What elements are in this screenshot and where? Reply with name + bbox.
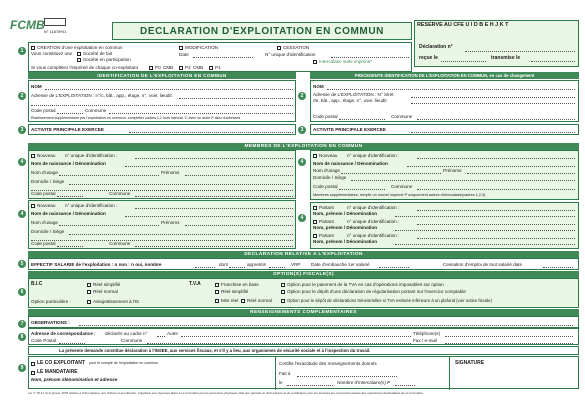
partant-2-checkbox[interactable] [313,220,317,224]
section-number-3: 3 [18,126,26,134]
bic-reel-simplifie-label: Réel simplifié [93,282,121,287]
logo-subtitle: N° 11678*01 [44,29,67,34]
intercalaire-checkbox[interactable] [313,60,317,64]
partant-1-label: Partant [319,205,334,210]
option-3-checkbox[interactable] [281,299,285,303]
section-1-box [28,42,412,72]
societe-participation-label: Société en participation [83,57,131,62]
member-3-box [310,150,579,200]
member-2-box [28,200,296,249]
identification-band: IDENTIFICATION DE L'EXPLOITATION EN COMMUN [28,72,296,79]
partants-box [310,202,579,249]
code-postal2-label: Code postal [313,114,338,119]
section-number-1: 1 [18,47,26,55]
option-3-label: Option pour le dépôt de déclarations trimestrielles si TVA estimée inférieure à un plafond (voir notice fiscale) [287,298,493,303]
section-3-box [28,124,296,135]
date-embauche-label: Date d'embauche 1er salarié [311,262,370,267]
member-3-commune-label: Commune [391,184,413,189]
member-1-prenoms-label: Prénoms [161,170,180,175]
code-postal-corr-label: Code Postal [31,338,57,343]
date-label: Date [179,52,189,57]
option-1-checkbox[interactable] [281,283,285,287]
declaration-band: DECLARATION RELATIVE A L'EXPLOITATION [28,251,579,258]
unique-id-label: N° unique d'identification [265,52,316,57]
tva-reel-simplifie-label: Réel simplifié [221,289,249,294]
option-2-label: Option pour le dépôt d'une déclaration de régularisation portant sur l'exercice comptable [287,289,466,294]
member-2-commune-label: Commune [109,241,131,246]
renseignements-band: RENSEIGNEMENTS COMPLEMENTAIRES [28,309,579,316]
member-1-commune-label: Commune [109,191,131,196]
section-3-bis-box [310,124,579,135]
creation-label: CREATION d'une exploitation en commun [37,45,123,50]
co-exploitant-label: LE CO EXPLOITANT [37,360,85,366]
cmb-label: CMB [163,65,174,70]
member-2-nom-naissance-label: Nom de naissance / Dénomination [31,211,106,216]
mandataire-checkbox[interactable] [31,371,35,375]
cessation-checkbox[interactable] [277,46,281,50]
partant-2-unique-id-label: n° unique d'identification : [347,219,400,224]
member-3-unique-id-label: n° unique d'identification : [347,153,400,158]
nombre-intercalaires-label: Nombre d'intercalaire(s) P [337,380,391,385]
section-8-box [28,328,579,345]
bic-reel-simplifie-checkbox[interactable] [87,283,91,287]
creation-checkbox[interactable] [31,46,35,50]
member-3-prenoms-label: Prénoms [443,168,462,173]
pour-compte-label: pour le compte de l'exploitation en commun [89,361,159,365]
franchise-label: Franchise en base [221,282,259,287]
member-1-nouveau-label: Nouveau [37,153,56,158]
section-number-9: 9 [18,364,26,372]
section-2-bis-box [310,80,579,122]
cessation-emploi-label: Cessation d'emploi de tout salarié date [443,262,523,267]
fait-a-label: Fait à [279,371,291,376]
franchise-checkbox[interactable] [215,283,219,287]
insee-note-row [28,346,579,355]
mini-reel-label: Mini réel [221,298,239,303]
insee-note: La présente demande constitue déclaration à l'INSEE, aux services fiscaux, et s'il y a lieu, aux organismes de sécurité sociale et à l'inspection du travail. [59,348,371,353]
section-5-box [28,258,579,270]
member-1-box [28,150,296,199]
p2-label: P2 [185,65,191,70]
partant-3-nom-prenom-label: Nom, prénom / Dénomination [313,239,378,244]
member-2-prenoms-label: Prénoms [161,220,180,225]
section-number-4d: 4 [298,214,306,222]
p4-checkbox[interactable] [209,66,213,70]
cerfa-mark-icon [44,18,66,26]
co-exploitant-checkbox[interactable] [31,362,35,366]
section-number-4a: 4 [18,158,26,166]
member-2-nouveau-label: Nouveau [37,203,56,208]
code-postal-label: Code postal [31,108,56,113]
option-particuliere-label: Option particulière : [31,299,71,304]
cmb2-label: CMB [193,65,204,70]
member-2-domicile-label: Domicile / Siège [31,229,65,234]
member-2-code-postal-label: Code postal [31,241,56,246]
member-1-domicile-label: Domicile / Siège [31,179,65,184]
adresse2b-label: rte, bât., app., étage, n°, voie, lieudit [313,98,387,103]
fax-label: Fax / e-mail [413,338,437,343]
commune-corr-label: Commune [121,338,143,343]
autre-label: Autre [167,331,178,336]
section-number-3-bis: 3 [298,126,306,134]
intercalaire-note: Intercalaire suite imprimé* [319,59,373,64]
member-2-nouveau-checkbox[interactable] [31,204,35,208]
cessation-label: CESSATION [283,45,310,50]
imprime-note: Si vous complétez l'imprimé de chaque co-exploitant [31,65,138,70]
partant-3-unique-id-label: n° unique d'identification : [347,233,400,238]
societe-fait-checkbox[interactable] [77,52,81,56]
member-1-nouveau-checkbox[interactable] [31,154,35,158]
adresse-label: Adresse de L'EXPLOITATION : n°/c, bât., app., étage, n°, voie, lieudit [31,93,172,98]
member-3-nom-usage-label: Nom d'usage [313,168,340,173]
societe-fait-label: Société de fait [83,51,113,56]
member-3-nouveau-label: Nouveau [319,153,338,158]
tva-label: T.V.A [189,281,201,287]
commune-label: Commune [85,108,107,113]
member-3-nouveau-checkbox[interactable] [313,154,317,158]
bic-reel-normal-checkbox[interactable] [87,290,91,294]
certifie-label: Certifie l'exactitude des renseignements donnés [279,361,377,366]
partant-1-nom-prenom-label: Nom, prénom / Dénomination [313,211,378,216]
member-2-nom-usage-label: Nom d'usage [31,220,58,225]
p0-checkbox[interactable] [149,66,153,70]
recu-le-label: reçue le [419,55,438,61]
precedente-identification-band: PRECEDENTE IDENTIFICATION DE L'EXPLOITATION EN COMMUN, en cas de changement [310,72,579,79]
logo-letters: FCMB [10,18,45,32]
logo [8,12,68,38]
member-1-nom-usage-label: Nom d'usage [31,170,58,175]
activite-label: ACTIVITE PRINCIPALE EXERCEE [31,127,104,132]
section-number-2-bis: 2 [298,92,306,100]
modification-checkbox[interactable] [179,46,183,50]
section-9-box [28,356,579,389]
partant-3-label: Partant [319,233,334,238]
partant-2-nom-prenom-label: Nom, prénom / Dénomination [313,225,378,230]
modification-label: MODIFICATION [185,45,219,50]
effectif-label: EFFECTIF SALARIE de l'exploitation : n non : n oui, nombre [31,262,162,267]
tva-reel-simplifie-checkbox[interactable] [215,290,219,294]
section-number-2: 2 [18,92,26,100]
bic-reel-normal-label: Réel normal [93,289,118,294]
mandataire-nom-label: Nom, prénom /dénomination et adresse [31,377,118,382]
section-number-8: 8 [18,333,26,341]
partant-1-checkbox[interactable] [313,206,317,210]
page-title: DECLARATION D'EXPLOITATION EN COMMUN [112,22,412,40]
adresse-correspondance-label: Adresse de correspondance : [31,331,96,336]
nom2-label: NOM [313,84,324,89]
section-number-4b: 4 [18,210,26,218]
is-checkbox[interactable] [87,300,91,304]
etablissement-note: Établissement supplémentaire par l'exploitation en commun, complétez cadres 1,2 hors intercal. 3, avec un autre P allez d'adresses [31,116,241,120]
partant-2-label: Partant [319,219,334,224]
bic-label: B.I.C [31,281,43,287]
member-1-nom-naissance-label: Nom de naissance / Dénomination [31,161,106,166]
declaration-number-label: Déclaration n° [419,44,453,50]
reserve-cfe-box [414,20,579,67]
member-3-domicile-label: Domicile / Siège [313,175,347,180]
options-fiscales-band: OPTION(S) FISCALE(S) [28,271,579,278]
partant-3-checkbox[interactable] [313,234,317,238]
member-3-nom-naissance-label: Nom de naissance / Dénomination [313,161,388,166]
section-7-box [28,316,579,328]
adresse2-label: Adresse de L'EXPLOITATION : N° Siret [313,92,394,97]
mini-reel-checkbox[interactable] [215,299,219,303]
membres-band: MEMBRES DE L'EXPLOITATION EN COMMUN [28,143,579,150]
signature-label: SIGNATURE [455,360,485,366]
activite2-label: ACTIVITE PRINCIPALE EXERCEE [313,127,386,132]
mandataire-label: LE MANDATAIRE [37,369,78,375]
transmise-le-label: transmise le [491,55,521,61]
member-1-code-postal-label: Code postal [31,191,56,196]
societe-participation-checkbox[interactable] [77,58,81,62]
tva-reel-normal-checkbox[interactable] [241,299,245,303]
member-1-unique-id-label: n° unique d'identification : [65,153,118,158]
observations-label: OBSERVATIONS : [31,320,70,325]
section-number-6: 6 [18,288,26,296]
member-2-unique-id-label: n° unique d'identification : [65,203,118,208]
le-label: le [279,380,283,385]
tva-reel-normal-label: Réel normal [247,298,272,303]
option-2-checkbox[interactable] [281,290,285,294]
section-6-box [28,278,579,308]
is-label: Assujettissement à l'IS [93,299,140,304]
section-number-4c: 4 [298,158,306,166]
p4-label: P4 [215,65,221,70]
vous-constituez-label: Vous constituez une [31,51,73,56]
member-3-code-postal-label: Code postal [313,184,338,189]
telephone-label: Téléphone(s) [413,331,441,336]
p2-checkbox[interactable] [179,66,183,70]
membres-note: Membres supplémentaires, remplir un nouvel imprimé P uniquement autres d'intercalaire(cadres 1,2,4) [313,193,486,197]
reserve-cfe-label: RESERVE AU CFE U I D B E H J K T [417,22,509,28]
apprentis-label: apprentis [247,262,266,267]
section-2-box [28,80,296,122]
section-number-7: 7 [18,320,26,328]
p0-label: P0 [155,65,161,70]
partant-1-unique-id-label: n° unique d'identification : [347,205,400,210]
vrp-label: VRP [291,262,301,267]
section-number-5: 5 [18,260,26,268]
commune2-label: Commune [391,114,413,119]
dont-label: dont [219,262,228,267]
nom-label: NOM [31,84,42,89]
footer-note: Loi n° 78-17 du 6 janvier 1978 relative à l'informatique, aux fichiers et aux libertés, s'applique aux réponses faites à ce formulaire par les personnes physiques. Elle leur garantit un droit d'accès et de rectification pour les données les concernant auprès des organismes destinataires de ce formulaire. [28,391,424,395]
option-1-label: Option pour le paiement de la TVA en cas d'opérations imposables sur option [287,282,444,287]
declaree-cadre-label: déclarée au cadre n° [105,331,148,336]
